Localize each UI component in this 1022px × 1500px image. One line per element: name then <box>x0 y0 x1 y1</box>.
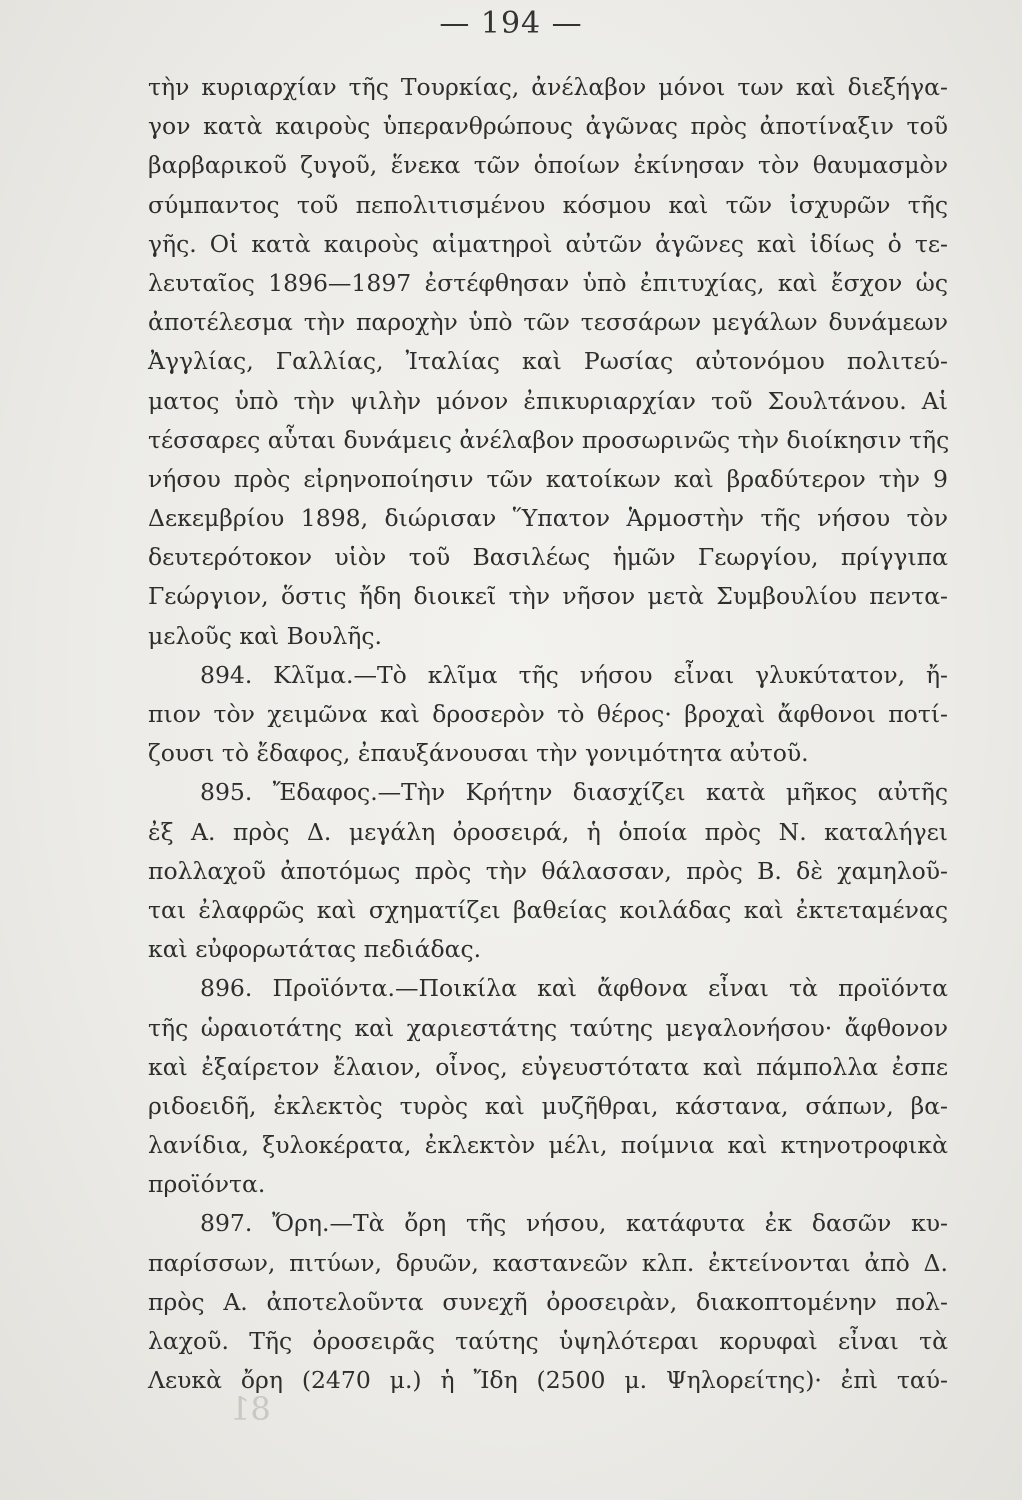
body-text <box>148 68 948 1400</box>
section-895-edafos: 895. Ἔδαφος.—Τὴν Κρήτην διασχίζει κατὰ μῆκος αὐτῆς <box>200 778 948 807</box>
text-line: ζουσι τὸ ἔδαφος, ἐπαυξάνουσαι τὴν γονιμότητα αὐτοῦ. <box>148 739 809 768</box>
text-line: Ἀγγλίας, Γαλλίας, Ἰταλίας καὶ Ρωσίας αὐτονόμου πολιτεύ- <box>148 347 948 376</box>
text-line: ριδοειδῆ, ἐκλεκτὸς τυρὸς καὶ μυζῆθραι, κάστανα, σάπων, βα- <box>148 1091 948 1120</box>
text-line: καὶ ἐξαίρετον ἔλαιον, οἶνος, εὐγευστότατα καὶ πάμπολλα ἐσπε <box>148 1052 948 1081</box>
section-894-klima: 894. Κλῖμα.—Τὸ κλῖμα τῆς νήσου εἶναι γλυκύτατον, ἤ- <box>200 660 948 689</box>
text-line: ἐξ Α. πρὸς Δ. μεγάλη ὀροσειρά, ἡ ὁποία πρὸς Ν. καταλήγει <box>148 817 948 846</box>
section-896-proionta: 896. Προϊόντα.—Ποικίλα καὶ ἄφθονα εἶναι τὰ προϊόντα <box>200 974 948 1003</box>
text-line: βαρβαρικοῦ ζυγοῦ, ἕνεκα τῶν ὁποίων ἐκίνησαν τὸν θαυμασμὸν <box>148 151 948 180</box>
text-line: πιον τὸν χειμῶνα καὶ δροσερὸν τὸ θέρος· βροχαὶ ἄφθονοι ποτί- <box>148 700 948 728</box>
text-line: λαχοῦ. Τῆς ὀροσειρᾶς ταύτης ὑψηλότεραι κορυφαὶ εἶναι τὰ <box>148 1327 948 1355</box>
text-line: λευταῖος 1896—1897 ἐστέφθησαν ὑπὸ ἐπιτυχίας, καὶ ἔσχον ὡς <box>148 268 948 297</box>
text-line: τέσσαρες αὗται δυνάμεις ἀνέλαβον προσωρινῶς τὴν διοίκησιν τῆς <box>148 425 950 454</box>
text-line: πρὸς Α. ἀποτελοῦντα συνεχῆ ὀροσειρὰν, διακοπτομένην πολ- <box>148 1287 948 1316</box>
text-line: ται ἐλαφρῶς καὶ σχηματίζει βαθείας κοιλάδας καὶ ἐκτεταμένας <box>148 895 948 924</box>
text-line: Δεκεμβρίου 1898, διώρισαν Ὕπατον Ἁρμοστὴν τῆς νήσου τὸν <box>148 504 948 533</box>
text-line: τὴν κυριαρχίαν τῆς Τουρκίας, ἀνέλαβον μόνοι των καὶ διεξήγα- <box>148 73 948 101</box>
text-line: μελοῦς καὶ Βουλῆς. <box>148 621 382 650</box>
text-line: γῆς. Οἱ κατὰ καιροὺς αἱματηροὶ αὐτῶν ἀγῶνες καὶ ἰδίως ὁ τε- <box>148 229 948 258</box>
text-line: πολλαχοῦ ἀποτόμως πρὸς τὴν θάλασσαν, πρὸς Β. δὲ χαμηλοῦ- <box>148 856 948 885</box>
text-line: Γεώργιον, ὅστις ἤδη διοικεῖ τὴν νῆσον μετὰ Συμβουλίου πεντα- <box>148 582 948 611</box>
text-line: ἀποτέλεσμα τὴν παροχὴν ὑπὸ τῶν τεσσάρων μεγάλων δυνάμεων <box>148 308 948 337</box>
text-line: καὶ εὐφορωτάτας πεδιάδας. <box>148 935 482 964</box>
text-line: γον κατὰ καιροὺς ὑπερανθρώπους ἀγῶνας πρὸς ἀποτίναξιν τοῦ <box>148 112 948 141</box>
text-line: λανίδια, ξυλοκέρατα, ἐκλεκτὸν μέλι, ποίμνια καὶ κτηνοτροφικὰ <box>148 1131 948 1160</box>
text-line: Λευκὰ ὄρη (2470 μ.) ἡ Ἴδη (2500 μ. Ψηλορείτης)· ἐπὶ ταύ- <box>148 1366 948 1395</box>
bleed-through-page-number: 81 <box>230 1390 271 1428</box>
text-line: τῆς ὡραιοτάτης καὶ χαριεστάτης ταύτης μεγαλονήσου· ἄφθονον <box>148 1013 948 1042</box>
text-line: νήσου πρὸς εἰρηνοποίησιν τῶν κατοίκων καὶ βραδύτερον τὴν 9 <box>148 464 948 493</box>
text-line: ματος ὑπὸ τὴν ψιλὴν μόνον ἐπικυριαρχίαν τοῦ Σουλτάνου. Αἱ <box>148 386 948 415</box>
text-line: δευτερότοκον υἱὸν τοῦ Βασιλέως ἡμῶν Γεωργίου, πρίγγιπα <box>148 543 948 572</box>
text-line: σύμπαντος τοῦ πεπολιτισμένου κόσμου καὶ τῶν ἰσχυρῶν τῆς <box>148 190 948 219</box>
text-line: παρίσσων, πιτύων, δρυῶν, καστανεῶν κλπ. ἐκτείνονται ἀπὸ Δ. <box>148 1248 948 1277</box>
section-897-ori: 897. Ὄρη.—Τὰ ὄρη τῆς νήσου, κατάφυτα ἐκ δασῶν κυ- <box>200 1209 948 1238</box>
text-line: προϊόντα. <box>148 1170 266 1199</box>
page-number: — 194 — <box>439 6 583 41</box>
